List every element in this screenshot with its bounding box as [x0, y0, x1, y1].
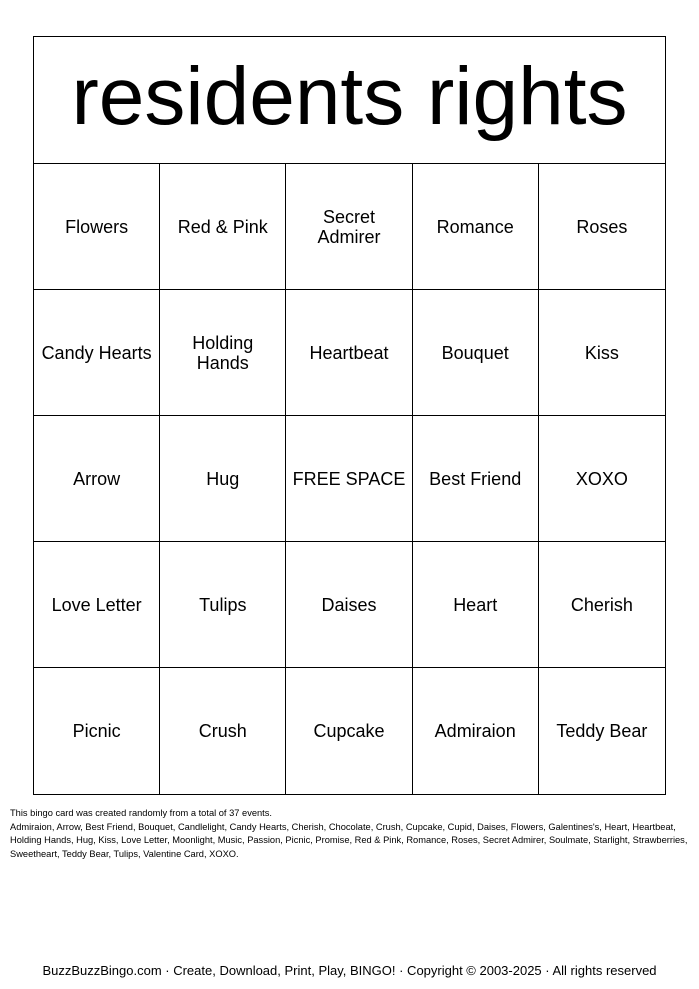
events-summary: This bingo card was created randomly from a total of 37 events. — [10, 808, 272, 818]
bingo-cell: Picnic — [34, 668, 160, 794]
footer-copyright: BuzzBuzzBingo.com · Create, Download, Print, Play, BINGO! · Copyright © 2003-2025 · All rights reserved — [42, 963, 657, 978]
bingo-cell: Heart — [413, 542, 539, 668]
bingo-cell: Romance — [413, 164, 539, 290]
bingo-cell: Daises — [286, 542, 412, 668]
bingo-cell: Bouquet — [413, 290, 539, 416]
bingo-cell: Red & Pink — [160, 164, 286, 290]
bingo-grid — [34, 164, 665, 794]
bingo-cell: Roses — [539, 164, 665, 290]
bingo-cell: Cherish — [539, 542, 665, 668]
bingo-cell: Holding Hands — [160, 290, 286, 416]
bingo-cell: Teddy Bear — [556, 721, 648, 741]
bingo-cell: Arrow — [34, 416, 160, 542]
bingo-cell: Hug — [160, 416, 286, 542]
bingo-cell: Heartbeat — [286, 290, 412, 416]
bingo-cell: Flowers — [34, 164, 160, 290]
bingo-cell: FREE SPACE — [286, 416, 412, 542]
card-title: residents rights — [34, 37, 665, 164]
events-list: Admiraion, Arrow, Best Friend, Bouquet, Candlelight, Candy Hearts, Cherish, Chocolate, Crush, Cupcake, Cupid, Daises, Flowers, Galentines's, Heart, Heartbeat, Holding Hands, Hug, Kiss, Love Letter, Moonlight, Music, Passion, Picnic, Promise, Red & Pink, Romance, Roses, Secret Admirer, Soulmate, Starlight, Strawberries, Sweetheart, Teddy Bear, Tulips, Valentine Card, XOXO. — [10, 821, 688, 859]
bingo-cell: Secret Admirer — [286, 164, 412, 290]
bingo-card — [33, 36, 666, 795]
bingo-cell: Crush — [160, 668, 286, 794]
bingo-cell: Candy Hearts — [34, 290, 160, 416]
bingo-cell: Best Friend — [413, 416, 539, 542]
bingo-cell: Kiss — [539, 290, 665, 416]
bingo-cell: Cupcake — [286, 668, 412, 794]
bingo-cell: Admiraion — [413, 668, 539, 794]
bingo-cell: XOXO — [539, 416, 665, 542]
bingo-cell: Tulips — [160, 542, 286, 668]
card-info — [10, 807, 695, 861]
bingo-cell: Love Letter — [34, 542, 160, 668]
